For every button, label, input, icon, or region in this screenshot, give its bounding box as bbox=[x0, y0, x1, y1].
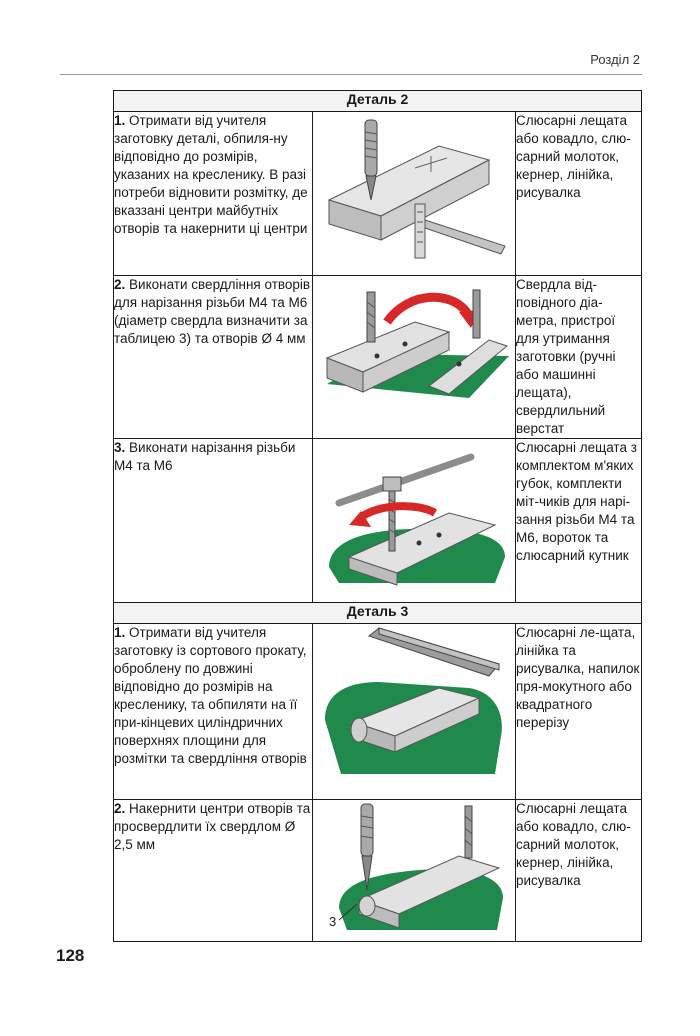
group-title: Деталь 2 bbox=[114, 91, 642, 112]
illustration-cell bbox=[313, 112, 516, 276]
callout-label: 3 bbox=[329, 914, 337, 929]
group-header-row bbox=[114, 91, 642, 112]
center-punch-marking-illustration bbox=[319, 112, 509, 262]
thread-tapping-illustration bbox=[319, 439, 509, 589]
step-text: Отримати від учителя заготовку деталі, обпиля-ну відповідно до розмірів, указаних на кресленику. В разі потреби відновити розмітку, де вказзані центри майбутніх отворів та накернити ці центри bbox=[114, 113, 308, 236]
step-number: 1. bbox=[114, 113, 126, 128]
page-number: 128 bbox=[56, 946, 85, 965]
step-text: Накернити центри отворів та просвердлити їх свердлом Ø 2,5 мм bbox=[114, 801, 311, 852]
step-cell bbox=[114, 800, 313, 942]
step-cell bbox=[114, 276, 313, 439]
procedure-table bbox=[113, 90, 642, 942]
page-header bbox=[60, 48, 642, 75]
group-header-row bbox=[114, 603, 642, 624]
step-cell bbox=[114, 439, 313, 603]
step-text: Виконати нарізання різьби М4 та М6 bbox=[114, 440, 296, 473]
step-number: 3. bbox=[114, 440, 126, 455]
table-row bbox=[114, 624, 642, 800]
illustration-cell bbox=[313, 624, 516, 800]
table-row bbox=[114, 276, 642, 439]
step-cell bbox=[114, 624, 313, 800]
illustration-cell bbox=[313, 800, 516, 942]
step-number: 2. bbox=[114, 801, 126, 816]
step-text: Отримати від учителя заготовку із сортового прокату, оброблену по довжині відповідно до розмірів на кресленику, та обпиляти на її при-кінцевих циліндричних поверхнях площини для розмітки та свердління отворів bbox=[114, 625, 307, 766]
illustration-cell bbox=[313, 439, 516, 603]
table-row bbox=[114, 800, 642, 942]
punch-and-drill-illustration bbox=[319, 800, 509, 934]
table-row bbox=[114, 439, 642, 603]
tools-cell: Слюсарні ле-щата, лінійка та рисувалка, напилок пря-мокутного або квадратного перерізу bbox=[516, 624, 642, 800]
illustration-cell bbox=[313, 276, 516, 439]
drilling-illustration bbox=[319, 276, 509, 406]
table-row bbox=[114, 112, 642, 276]
tools-cell: Свердла від-повідного діа-метра, пристрої для утримання заготовки (ручні або машинні лещата), свердлильний верстат bbox=[516, 276, 642, 439]
group-title: Деталь 3 bbox=[114, 603, 642, 624]
tools-cell: Слюсарні лещата або ковадло, слю-сарний молоток, кернер, лінійка, рисувалка bbox=[516, 800, 642, 942]
tools-cell: Слюсарні лещата з комплектом м'яких губок, комплекти міт-чиків для нарі-зання різьби М4 та М6, вороток та слюсарний кутник bbox=[516, 439, 642, 603]
step-cell bbox=[114, 112, 313, 276]
step-text: Виконати свердління отворів для нарізання різьби М4 та М6 (діаметр свердла визначити за таблицею 3) та отворів Ø 4 мм bbox=[114, 277, 311, 346]
step-number: 2. bbox=[114, 277, 126, 292]
tools-cell: Слюсарні лещата або ковадло, слю-сарний молоток, кернер, лінійка, рисувалка bbox=[516, 112, 642, 276]
step-number: 1. bbox=[114, 625, 126, 640]
filing-illustration bbox=[319, 624, 509, 784]
section-label: Розділ 2 bbox=[590, 52, 640, 67]
